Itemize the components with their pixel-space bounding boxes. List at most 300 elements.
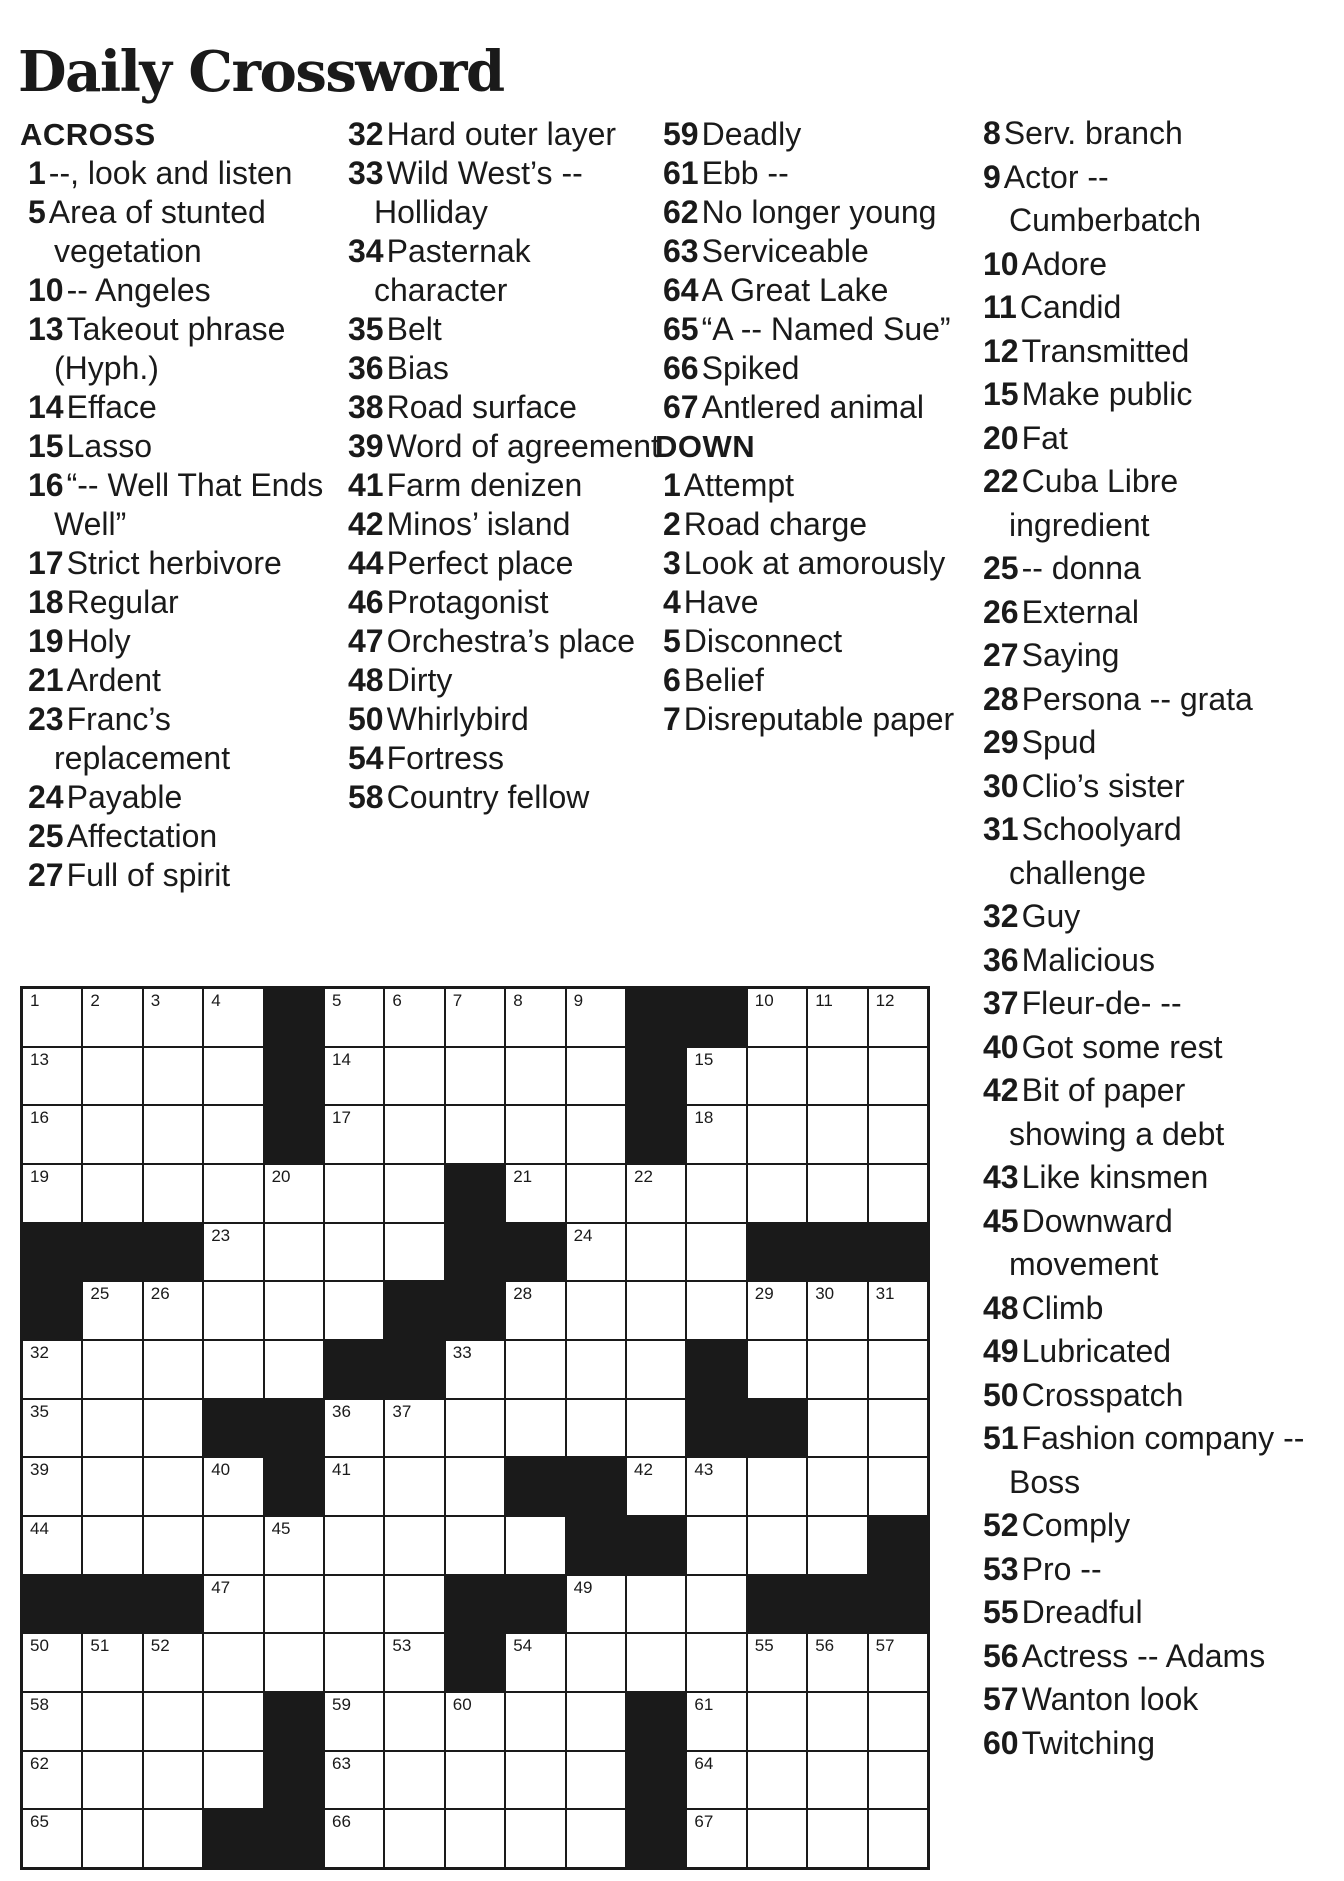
clue-number: 49 (983, 1333, 1019, 1369)
grid-cell[interactable] (687, 1048, 745, 1105)
grid-cell[interactable] (687, 1165, 745, 1222)
grid-cell[interactable] (687, 1282, 745, 1339)
clue-item (975, 982, 1305, 1026)
clue-item (655, 115, 965, 154)
block-cell (567, 1517, 625, 1574)
grid-cell[interactable] (83, 1400, 141, 1457)
grid-cell[interactable] (385, 989, 443, 1046)
grid-cell[interactable] (325, 1458, 383, 1515)
grid-cell[interactable] (325, 1634, 383, 1691)
clue-number: 8 (983, 115, 1001, 151)
clue-text: Farm denizen (386, 467, 583, 503)
clue-number: 1 (28, 155, 46, 191)
grid-cell[interactable] (23, 1693, 81, 1750)
grid-cell[interactable] (506, 1341, 564, 1398)
clue-number: 37 (983, 985, 1019, 1021)
grid-cell[interactable] (446, 1693, 504, 1750)
clue-text: Belief (683, 662, 764, 698)
grid-cell[interactable] (204, 1752, 262, 1809)
cell-number: 52 (150, 1636, 170, 1656)
clue-text: Climb (1021, 1289, 1104, 1326)
grid-cell[interactable] (83, 1517, 141, 1574)
grid-cell[interactable] (687, 1810, 745, 1867)
grid-cell[interactable] (808, 1341, 866, 1398)
grid-cell[interactable] (265, 1282, 323, 1339)
grid-cell[interactable] (204, 1693, 262, 1750)
grid-cell[interactable] (506, 1810, 564, 1867)
grid-cell[interactable] (385, 1458, 443, 1515)
grid-cell[interactable] (748, 1810, 806, 1867)
block-cell (265, 1693, 323, 1750)
grid-cell[interactable] (144, 1634, 202, 1691)
clue-text: Fortress (386, 740, 504, 776)
grid-cell[interactable] (325, 1165, 383, 1222)
block-cell (627, 1810, 685, 1867)
grid-cell[interactable] (204, 1165, 262, 1222)
clue-text: Country fellow (386, 779, 590, 815)
grid-cell[interactable] (446, 1517, 504, 1574)
clue-text: Got some rest (1021, 1028, 1223, 1065)
cell-number: 18 (694, 1108, 714, 1128)
clue-number: 44 (348, 545, 384, 581)
clue-text: Have (683, 584, 759, 620)
cell-number: 6 (392, 991, 402, 1010)
grid-cell[interactable] (385, 1634, 443, 1691)
grid-cell[interactable] (83, 1693, 141, 1750)
grid-cell[interactable] (204, 1517, 262, 1574)
grid-cell[interactable] (204, 1634, 262, 1691)
grid-cell[interactable] (869, 1282, 927, 1339)
grid-cell[interactable] (144, 989, 202, 1046)
grid-cell[interactable] (446, 1048, 504, 1105)
clue-item (975, 634, 1305, 678)
grid-cell[interactable] (204, 1282, 262, 1339)
grid-cell[interactable] (325, 1517, 383, 1574)
grid-cell[interactable] (506, 1048, 564, 1105)
clue-number: 51 (983, 1420, 1019, 1456)
grid-cell[interactable] (385, 1048, 443, 1105)
clue-text: Antlered animal (701, 389, 924, 425)
cell-number: 7 (452, 991, 463, 1010)
across-heading: ACROSS (20, 117, 156, 152)
clue-text: Serviceable (701, 233, 869, 269)
clue-item (655, 622, 965, 661)
cell-number: 1 (30, 991, 40, 1010)
grid-cell[interactable] (567, 1400, 625, 1457)
clue-text: Twitching (1021, 1724, 1155, 1761)
grid-cell[interactable] (265, 1576, 323, 1633)
grid-cell[interactable] (687, 1693, 745, 1750)
grid-cell[interactable] (83, 1106, 141, 1163)
clue-text: Perfect place (386, 545, 574, 581)
grid-cell[interactable] (627, 1458, 685, 1515)
cell-number: 61 (694, 1695, 714, 1714)
grid-cell[interactable] (748, 1048, 806, 1105)
clue-text: Strict herbivore (66, 545, 282, 581)
grid-cell[interactable] (204, 1224, 262, 1281)
grid-cell[interactable] (627, 1282, 685, 1339)
grid-cell[interactable] (808, 1810, 866, 1867)
grid-cell[interactable] (325, 1224, 383, 1281)
grid-cell[interactable] (325, 1048, 383, 1105)
grid-cell[interactable] (687, 1224, 745, 1281)
cell-number: 39 (30, 1460, 49, 1480)
clue-text: Full of spirit (66, 857, 231, 893)
block-cell (446, 1634, 504, 1691)
clue-number: 42 (348, 506, 384, 542)
grid-cell[interactable] (23, 1048, 81, 1105)
clue-number: 27 (983, 637, 1019, 673)
cell-number: 20 (271, 1167, 291, 1186)
clue-text: Spud (1021, 724, 1097, 760)
clue-item (340, 349, 660, 388)
grid-cell[interactable] (506, 1165, 564, 1222)
grid-cell[interactable] (385, 1165, 443, 1222)
grid-cell[interactable] (83, 1752, 141, 1809)
grid-cell[interactable] (748, 1693, 806, 1750)
grid-cell[interactable] (144, 1517, 202, 1574)
grid-cell[interactable] (144, 1400, 202, 1457)
grid-cell[interactable] (748, 1341, 806, 1398)
clue-text: A Great Lake (701, 272, 889, 308)
grid-cell[interactable] (627, 1165, 685, 1222)
clue-number: 50 (348, 701, 384, 737)
clue-number: 15 (28, 428, 64, 464)
clue-column-2 (340, 115, 660, 817)
clue-text: “-- Well That Ends Well” (54, 467, 324, 542)
grid-cell[interactable] (687, 1517, 745, 1574)
grid-cell[interactable] (265, 1341, 323, 1398)
clue-item (20, 583, 340, 622)
grid-cell[interactable] (385, 1400, 443, 1457)
grid-cell[interactable] (23, 1106, 81, 1163)
grid-cell[interactable] (687, 1634, 745, 1691)
clue-number: 61 (663, 155, 699, 191)
clue-item (340, 388, 660, 427)
grid-cell[interactable] (808, 1282, 866, 1339)
grid-cell[interactable] (506, 1752, 564, 1809)
grid-cell[interactable] (23, 1458, 81, 1515)
grid-cell[interactable] (385, 1810, 443, 1867)
grid-cell[interactable] (506, 1517, 564, 1574)
grid-cell[interactable] (627, 1634, 685, 1691)
clue-text: Persona -- grata (1021, 680, 1253, 717)
grid-cell[interactable] (204, 989, 262, 1046)
grid-cell[interactable] (869, 1106, 927, 1163)
grid-cell[interactable] (204, 1341, 262, 1398)
block-cell (265, 1810, 323, 1867)
grid-cell[interactable] (808, 989, 866, 1046)
clue-item (975, 1156, 1305, 1200)
down-clue-list (975, 112, 1305, 1765)
grid-cell[interactable] (325, 1752, 383, 1809)
grid-cell[interactable] (567, 1693, 625, 1750)
grid-cell[interactable] (808, 1693, 866, 1750)
grid-cell[interactable] (325, 1810, 383, 1867)
grid-cell[interactable] (567, 1634, 625, 1691)
clue-item (340, 115, 660, 154)
clue-text: Area of stunted vegetation (48, 194, 266, 269)
grid-cell[interactable] (808, 1106, 866, 1163)
grid-cell[interactable] (808, 1165, 866, 1222)
block-cell (144, 1224, 202, 1281)
grid-cell[interactable] (83, 1810, 141, 1867)
grid-cell[interactable] (325, 989, 383, 1046)
clue-number: 25 (28, 818, 64, 854)
grid-cell[interactable] (808, 1400, 866, 1457)
grid-cell[interactable] (748, 1517, 806, 1574)
grid-cell[interactable] (869, 1400, 927, 1457)
grid-cell[interactable] (869, 1458, 927, 1515)
grid-cell[interactable] (506, 1634, 564, 1691)
grid-cell[interactable] (144, 1048, 202, 1105)
block-cell (627, 1693, 685, 1750)
cell-number: 36 (332, 1401, 351, 1421)
grid-cell[interactable] (385, 1693, 443, 1750)
grid-cell[interactable] (869, 1634, 927, 1691)
grid-cell[interactable] (748, 1106, 806, 1163)
clue-number: 31 (983, 811, 1019, 847)
grid-cell[interactable] (748, 989, 806, 1046)
grid-cell[interactable] (567, 1048, 625, 1105)
grid-cell[interactable] (446, 1458, 504, 1515)
clue-text: Serv. branch (1003, 115, 1183, 151)
grid-cell[interactable] (83, 989, 141, 1046)
cell-number: 67 (694, 1812, 714, 1832)
clue-number: 14 (28, 389, 64, 425)
grid-cell[interactable] (83, 1282, 141, 1339)
clue-number: 42 (983, 1072, 1019, 1108)
grid-cell[interactable] (567, 1165, 625, 1222)
clue-text: Fleur-de- -- (1021, 985, 1182, 1021)
grid-cell[interactable] (385, 1752, 443, 1809)
grid-cell[interactable] (567, 1576, 625, 1633)
grid-cell[interactable] (144, 1693, 202, 1750)
grid-cell[interactable] (23, 1517, 81, 1574)
grid-cell[interactable] (506, 1106, 564, 1163)
clue-number: 36 (983, 941, 1019, 978)
cell-number: 44 (30, 1519, 49, 1538)
clue-item (655, 661, 965, 700)
grid-cell[interactable] (748, 1165, 806, 1222)
grid-cell[interactable] (567, 1810, 625, 1867)
clue-item (975, 1026, 1305, 1070)
grid-cell[interactable] (144, 1752, 202, 1809)
grid-cell[interactable] (23, 1341, 81, 1398)
grid-cell[interactable] (23, 989, 81, 1046)
grid-cell[interactable] (144, 1282, 202, 1339)
clue-item (20, 817, 340, 856)
clue-item (975, 895, 1305, 939)
grid-cell[interactable] (83, 1341, 141, 1398)
clue-item (975, 678, 1305, 722)
grid-cell[interactable] (869, 989, 927, 1046)
clue-number: 2 (663, 506, 681, 542)
grid-cell[interactable] (446, 1400, 504, 1457)
grid-cell[interactable] (23, 1752, 81, 1809)
clue-number: 30 (983, 767, 1019, 804)
grid-cell[interactable] (808, 1458, 866, 1515)
grid-cell[interactable] (869, 1693, 927, 1750)
block-cell (687, 1400, 745, 1457)
grid-cell[interactable] (385, 1224, 443, 1281)
clue-item (975, 243, 1305, 287)
grid-cell[interactable] (687, 1576, 745, 1633)
block-cell (567, 1458, 625, 1515)
grid-cell[interactable] (808, 1048, 866, 1105)
block-cell (204, 1810, 262, 1867)
grid-cell[interactable] (567, 989, 625, 1046)
block-cell (446, 1576, 504, 1633)
across-clue-list (20, 154, 340, 895)
grid-cell[interactable] (506, 1282, 564, 1339)
grid-cell[interactable] (446, 1341, 504, 1398)
cell-number: 49 (573, 1577, 593, 1597)
grid-cell[interactable] (204, 1458, 262, 1515)
block-cell (265, 1106, 323, 1163)
down-clue-list (655, 466, 965, 739)
grid-cell[interactable] (748, 1458, 806, 1515)
clue-item (655, 349, 965, 388)
cell-number: 8 (513, 991, 523, 1010)
grid-cell[interactable] (325, 1106, 383, 1163)
grid-cell[interactable] (23, 1165, 81, 1222)
grid-cell[interactable] (446, 1752, 504, 1809)
clue-text: Pasternak character (374, 233, 531, 308)
grid-cell[interactable] (808, 1634, 866, 1691)
crossword-grid (20, 986, 930, 1870)
grid-cell[interactable] (385, 1106, 443, 1163)
grid-cell[interactable] (23, 1634, 81, 1691)
grid-cell[interactable] (506, 1400, 564, 1457)
clue-item (975, 808, 1305, 895)
clue-text: Schoolyard challenge (1009, 811, 1182, 891)
grid-cell[interactable] (567, 1224, 625, 1281)
grid-cell[interactable] (23, 1810, 81, 1867)
down-heading: DOWN (655, 429, 756, 464)
grid-cell[interactable] (627, 1224, 685, 1281)
cell-number: 17 (332, 1108, 351, 1128)
grid-cell[interactable] (204, 1106, 262, 1163)
clue-text: Clio’s sister (1021, 767, 1185, 804)
block-cell (627, 1752, 685, 1809)
grid-cell[interactable] (567, 1341, 625, 1398)
block-cell (265, 1752, 323, 1809)
grid-cell[interactable] (627, 1400, 685, 1457)
clue-item (20, 856, 340, 895)
cell-number: 26 (150, 1284, 170, 1304)
cell-number: 51 (90, 1636, 110, 1656)
cell-number: 3 (150, 991, 161, 1010)
cell-number: 25 (90, 1284, 110, 1304)
grid-cell[interactable] (144, 1458, 202, 1515)
grid-cell[interactable] (748, 1634, 806, 1691)
grid-cell[interactable] (808, 1517, 866, 1574)
clue-item (340, 544, 660, 583)
grid-cell[interactable] (385, 1576, 443, 1633)
clue-number: 63 (663, 233, 699, 269)
grid-cell[interactable] (567, 1106, 625, 1163)
grid-cell[interactable] (748, 1752, 806, 1809)
clue-text: Fat (1021, 419, 1068, 456)
block-cell (23, 1224, 81, 1281)
grid-cell[interactable] (204, 1576, 262, 1633)
grid-cell[interactable] (567, 1752, 625, 1809)
grid-cell[interactable] (446, 1106, 504, 1163)
clue-item (20, 466, 340, 544)
grid-cell[interactable] (204, 1048, 262, 1105)
cell-number: 23 (211, 1225, 231, 1245)
clue-number: 47 (348, 623, 384, 659)
grid-cell[interactable] (506, 1693, 564, 1750)
clue-item (975, 286, 1305, 330)
clue-text: -- donna (1021, 550, 1141, 586)
grid-cell[interactable] (687, 1458, 745, 1515)
grid-cell[interactable] (869, 1165, 927, 1222)
grid-cell[interactable] (144, 1165, 202, 1222)
cell-number: 56 (815, 1636, 835, 1656)
grid-cell[interactable] (748, 1282, 806, 1339)
clue-item (975, 1678, 1305, 1722)
clue-number: 52 (983, 1507, 1019, 1543)
grid-cell[interactable] (265, 1634, 323, 1691)
grid-cell[interactable] (23, 1400, 81, 1457)
grid-cell[interactable] (83, 1048, 141, 1105)
grid-cell[interactable] (808, 1752, 866, 1809)
grid-cell[interactable] (627, 1341, 685, 1398)
cell-number: 4 (211, 991, 221, 1010)
grid-cell[interactable] (446, 989, 504, 1046)
grid-cell[interactable] (506, 989, 564, 1046)
block-cell (385, 1282, 443, 1339)
grid-cell[interactable] (83, 1634, 141, 1691)
grid-cell[interactable] (144, 1810, 202, 1867)
clue-number: 7 (663, 701, 681, 737)
grid-cell[interactable] (869, 1752, 927, 1809)
clue-item (20, 193, 340, 271)
clue-item (20, 388, 340, 427)
grid-cell[interactable] (869, 1341, 927, 1398)
grid-cell[interactable] (265, 1517, 323, 1574)
grid-cell[interactable] (567, 1282, 625, 1339)
grid-cell[interactable] (325, 1576, 383, 1633)
grid-cell[interactable] (325, 1400, 383, 1457)
grid-cell[interactable] (83, 1165, 141, 1222)
grid-cell[interactable] (446, 1810, 504, 1867)
grid-cell[interactable] (265, 1224, 323, 1281)
cell-number: 55 (754, 1636, 774, 1656)
clue-text: Ardent (66, 662, 161, 698)
grid-cell[interactable] (144, 1106, 202, 1163)
grid-cell[interactable] (687, 1106, 745, 1163)
grid-cell[interactable] (83, 1458, 141, 1515)
grid-cell[interactable] (869, 1048, 927, 1105)
clue-number: 19 (28, 623, 64, 659)
grid-cell[interactable] (144, 1341, 202, 1398)
grid-cell[interactable] (325, 1282, 383, 1339)
grid-cell[interactable] (385, 1517, 443, 1574)
grid-cell[interactable] (627, 1576, 685, 1633)
grid-cell[interactable] (265, 1165, 323, 1222)
grid-cell[interactable] (325, 1693, 383, 1750)
grid-cell[interactable] (869, 1810, 927, 1867)
clue-number: 38 (348, 389, 384, 425)
grid-cell[interactable] (687, 1752, 745, 1809)
cell-number: 64 (694, 1753, 714, 1773)
cell-number: 24 (573, 1225, 593, 1245)
clue-text: Orchestra’s place (386, 623, 635, 659)
block-cell (23, 1282, 81, 1339)
